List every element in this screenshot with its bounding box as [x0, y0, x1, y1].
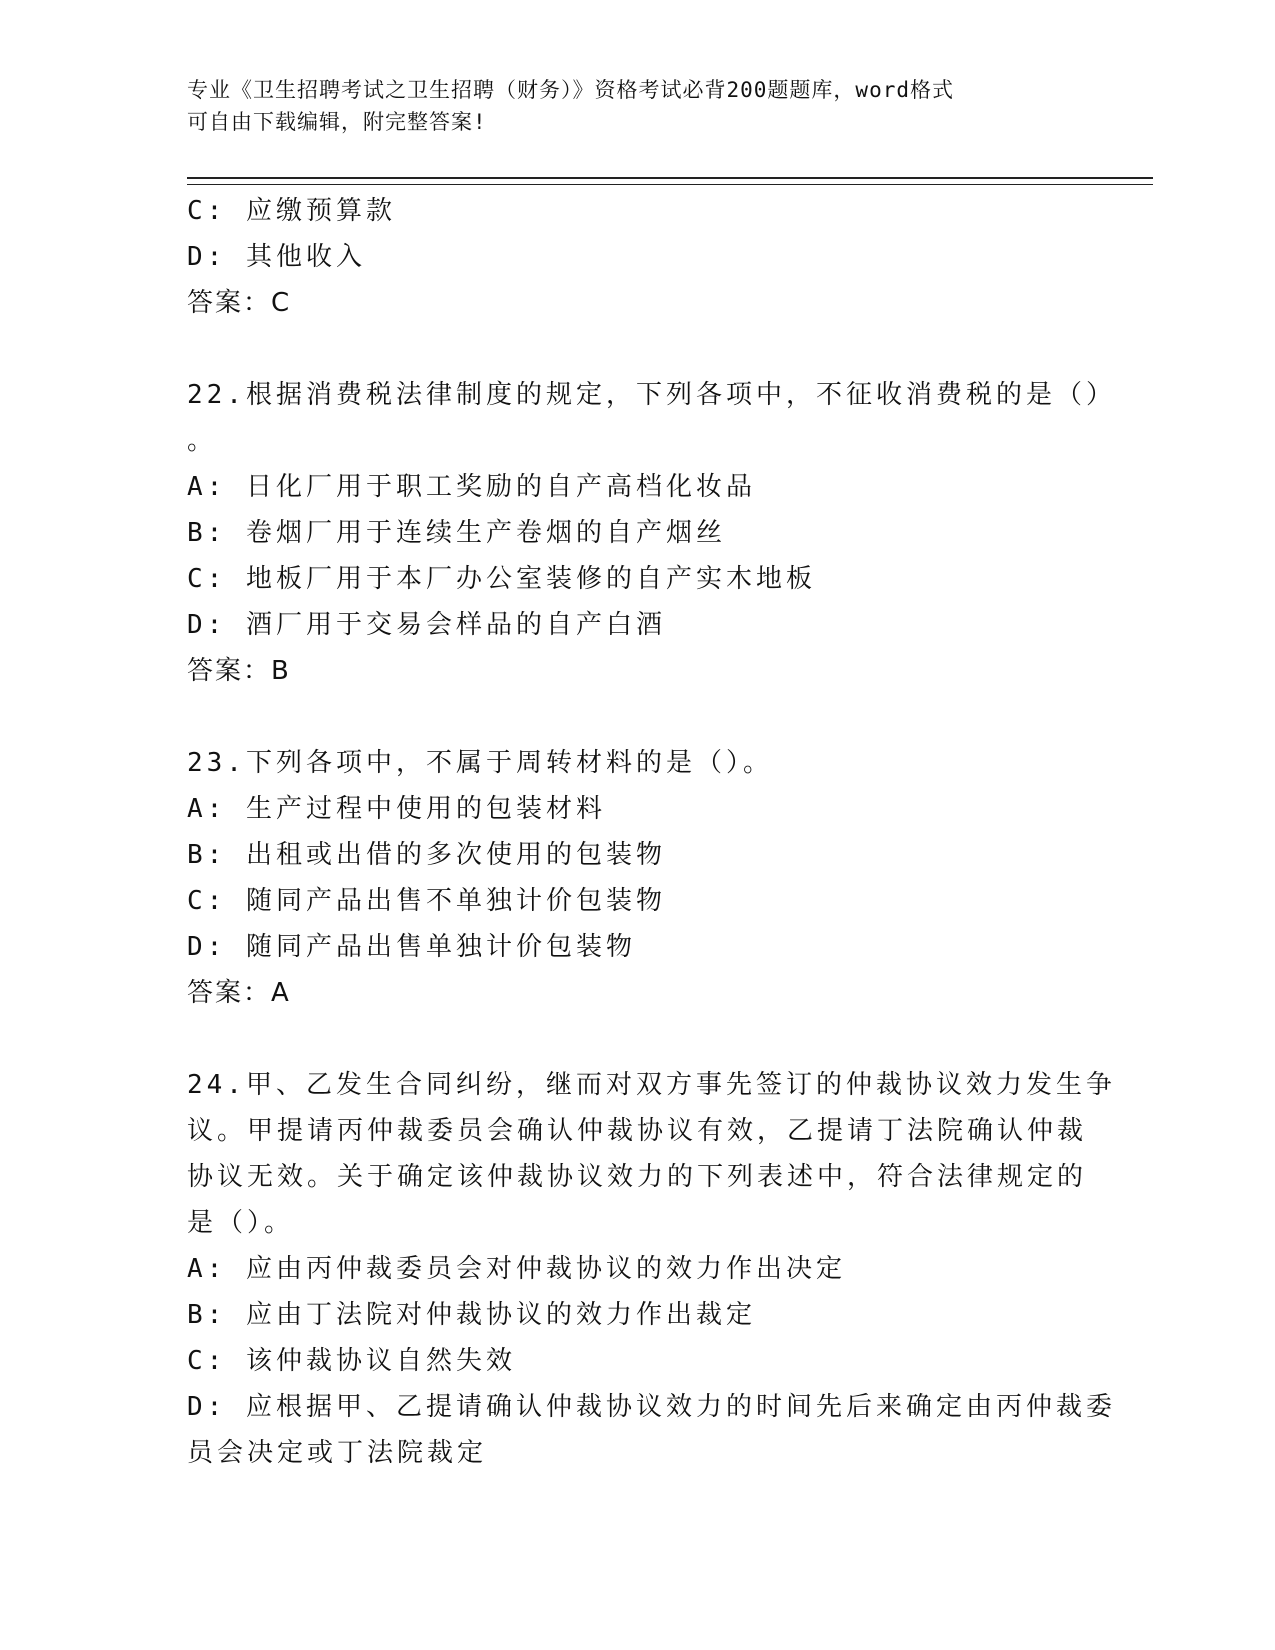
option-b: B: 出租或出借的多次使用的包装物 [187, 840, 666, 870]
spacer [187, 326, 1087, 372]
option-a: A: 日化厂用于职工奖励的自产高档化妆品 [187, 472, 756, 502]
option-d-continued: 员会决定或丁法院裁定 [187, 1438, 488, 1468]
option-b: B: 应由丁法院对仲裁协议的效力作出裁定 [187, 1300, 756, 1330]
option-c: C: 随同产品出售不单独计价包装物 [187, 886, 666, 916]
answer-text: 答案：A [187, 978, 291, 1008]
question-21-tail [187, 188, 1087, 326]
answer-text: 答案：C [187, 288, 292, 318]
header-line-1: 专业《卫生招聘考试之卫生招聘（财务）》资格考试必背200题题库，word格式 [187, 78, 954, 102]
question-stem: 24.甲、乙发生合同纠纷，继而对双方事先签订的仲裁协议效力发生争 [187, 1070, 1116, 1100]
option-d: D: 酒厂用于交易会样品的自产白酒 [187, 610, 666, 640]
question-24 [187, 1062, 1116, 1476]
spacer [187, 694, 1087, 740]
question-stem: 23.下列各项中，不属于周转材料的是（）。 [187, 748, 773, 778]
option-b: B: 卷烟厂用于连续生产卷烟的自产烟丝 [187, 518, 726, 548]
option-c: C: 该仲裁协议自然失效 [187, 1346, 516, 1376]
question-22 [187, 372, 1116, 694]
question-stem-continued: 是（）。 [187, 1208, 295, 1238]
question-23 [187, 740, 1087, 1016]
option-d: D: 其他收入 [187, 242, 366, 272]
document-header [187, 74, 1067, 138]
question-list [187, 188, 1116, 1476]
question-stem: 22.根据消费税法律制度的规定，下列各项中，不征收消费税的是（） [187, 380, 1116, 410]
option-a: A: 应由丙仲裁委员会对仲裁协议的效力作出决定 [187, 1254, 846, 1284]
header-line-2: 可自由下载编辑，附完整答案! [187, 110, 487, 134]
question-stem-continued: 协议无效。关于确定该仲裁协议效力的下列表述中，符合法律规定的 [187, 1162, 1088, 1192]
option-a: A: 生产过程中使用的包装材料 [187, 794, 606, 824]
answer-text: 答案：B [187, 656, 291, 686]
option-c: C: 地板厂用于本厂办公室装修的自产实木地板 [187, 564, 816, 594]
option-c: C: 应缴预算款 [187, 196, 396, 226]
question-stem-continued: 。 [187, 426, 218, 456]
question-stem-continued: 议。甲提请丙仲裁委员会确认仲裁协议有效，乙提请丁法院确认仲裁 [187, 1116, 1088, 1146]
option-d: D: 应根据甲、乙提请确认仲裁协议效力的时间先后来确定由丙仲裁委 [187, 1392, 1116, 1422]
header-divider [187, 177, 1153, 185]
spacer [187, 1016, 1087, 1062]
option-d: D: 随同产品出售单独计价包装物 [187, 932, 636, 962]
